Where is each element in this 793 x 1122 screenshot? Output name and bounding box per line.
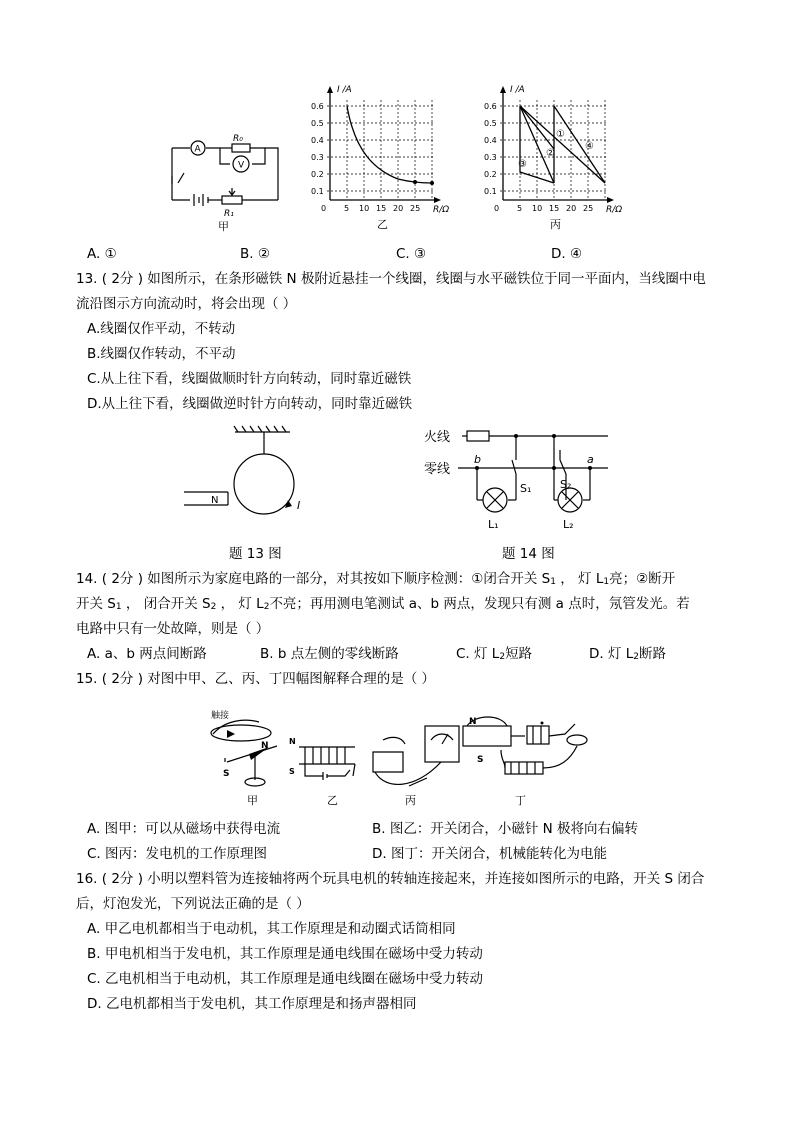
fig-yi-label: 乙	[377, 218, 388, 231]
fig-jia-label: 甲	[218, 220, 229, 233]
neutral-wire-label: 零线	[424, 462, 451, 477]
q16-stem-line1: 16. ( 2分 ) 小明以塑料管为连接轴将两个玩具电机的转轴连接起来，并连接如图所示的电路，开关 S 闭合	[76, 871, 705, 887]
curve-label: ③	[518, 159, 527, 170]
x-tick: 10	[532, 204, 543, 213]
q13-option-a[interactable]: A.线圈仅作平动，不转动	[87, 321, 236, 337]
q14-option-d[interactable]: D. 灯 L2断路	[589, 646, 667, 662]
point-a-label: a	[587, 453, 594, 466]
q15-stem: 15. ( 2分 ) 对图中甲、乙、丙、丁四幅图解释合理的是（ ）	[76, 671, 436, 687]
q13-stem-line2: 流沿图示方向流动时，将会出现（ ）	[76, 296, 297, 312]
q13-option-d[interactable]: D.从上往下看，线圈做逆时针方向转动，同时靠近磁铁	[87, 396, 413, 412]
curve-label: ④	[585, 141, 594, 152]
y-tick: 0.5	[311, 119, 324, 128]
live-wire-label: 火线	[424, 430, 451, 445]
q16-option-c[interactable]: C. 乙电机相当于电动机，其工作原理是通电线圈在磁场中受力转动	[87, 971, 484, 987]
x-tick: 20	[566, 204, 577, 213]
q16-option-d[interactable]: D. 乙电机都相当于发电机，其工作原理是和扬声器相同	[87, 996, 417, 1012]
axis-x-label: R/Ω	[433, 205, 450, 215]
q13-option-c[interactable]: C.从上往下看，线圈做顺时针方向转动，同时靠近磁铁	[87, 371, 412, 387]
q14-stem-line1: 14. ( 2分 ) 如图所示为家庭电路的一部分，对其按如下顺序检测：①闭合开关 S1 ， 灯 L1亮；②断开	[76, 571, 676, 587]
q15-option-b[interactable]: B. 图乙：开关闭合，小磁针 N 极将向右偏转	[372, 821, 639, 837]
x-tick: 25	[410, 204, 421, 213]
l2-label: L₂	[563, 518, 574, 531]
x-tick: 15	[549, 204, 560, 213]
q14-stem-line3: 电路中只有一处故障，则是（ ）	[76, 621, 270, 637]
svg-text:S: S	[289, 767, 295, 776]
x-tick: 0	[494, 204, 500, 213]
y-tick: 0.2	[311, 170, 324, 179]
svg-text:S: S	[477, 755, 484, 765]
graph-bing	[478, 82, 638, 232]
current-label: I	[297, 499, 301, 512]
y-tick: 0.2	[484, 170, 497, 179]
touch-label: 触接	[211, 711, 230, 721]
q12-option-d[interactable]: D. ④	[551, 246, 583, 262]
svg-text:N: N	[469, 717, 477, 727]
s1-label: S₁	[520, 482, 532, 495]
q14-stem-line2: 开关 S1 ， 闭合开关 S2 ， 灯 L2不亮；再用测电笔测试 a、b 两点，发现只有测 a 点时，氖管发光。若	[76, 596, 690, 612]
x-tick: 25	[583, 204, 594, 213]
x-tick: 5	[517, 204, 523, 213]
l1-label: L₁	[488, 518, 499, 531]
q14-option-a[interactable]: A. a、b 两点间断路	[87, 646, 207, 662]
q16-stem-line2: 后，灯泡发光，下列说法正确的是（ ）	[76, 896, 310, 912]
fig-label-yi: 乙	[327, 794, 338, 807]
curve-label: ②	[546, 148, 555, 159]
svg-text:N: N	[261, 741, 269, 751]
q12-option-b[interactable]: B. ②	[240, 246, 270, 262]
fig-bing-label: 丙	[550, 218, 561, 231]
y-tick: 0.6	[311, 102, 324, 111]
q12-option-c[interactable]: C. ③	[396, 246, 427, 262]
svg-text:S: S	[223, 769, 230, 779]
x-tick: 5	[344, 204, 350, 213]
r0-label: R₀	[233, 134, 243, 144]
four-experiment-diagrams	[205, 700, 600, 810]
s2-label: S₂	[560, 478, 572, 491]
voltmeter-label: V	[238, 160, 245, 171]
fig-label-bing: 丙	[405, 794, 416, 807]
axis-x-label: R/Ω	[606, 205, 623, 215]
q12-option-a[interactable]: A. ①	[87, 246, 117, 262]
q13-option-b[interactable]: B.线圈仅作转动，不平动	[87, 346, 236, 362]
x-tick: 0	[321, 204, 327, 213]
fig-label-ding: 丁	[515, 794, 526, 807]
q14-option-c[interactable]: C. 灯 L2短路	[456, 646, 533, 662]
curve-label: ①	[556, 129, 565, 140]
magnet-n-label: N	[211, 495, 219, 506]
q16-option-b[interactable]: B. 甲电机相当于发电机，其工作原理是通电线围在磁场中受力转动	[87, 946, 483, 962]
q13-stem-line1: 13. ( 2分 ) 如图所示，在条形磁铁 N 极附近悬挂一个线圈，线圈与水平磁铁位于同一平面内，当线圈中电	[76, 271, 706, 287]
y-tick: 0.1	[484, 187, 497, 196]
y-tick: 0.3	[311, 153, 324, 162]
graph-yi	[305, 82, 465, 232]
coil-magnet-diagram	[180, 424, 315, 524]
axis-y-label: I /A	[337, 85, 352, 95]
svg-text:N: N	[289, 737, 296, 746]
y-tick: 0.5	[484, 119, 497, 128]
axis-y-label: I /A	[510, 85, 525, 95]
y-tick: 0.6	[484, 102, 497, 111]
y-tick: 0.4	[484, 136, 497, 145]
x-tick: 10	[359, 204, 370, 213]
q14-option-b[interactable]: B. b 点左侧的零线断路	[260, 646, 399, 662]
point-b-label: b	[474, 453, 481, 466]
fig-label-jia: 甲	[247, 794, 258, 807]
y-tick: 0.4	[311, 136, 324, 145]
ammeter-label: A	[194, 144, 201, 155]
q15-option-c[interactable]: C. 图丙：发电机的工作原理图	[87, 846, 268, 862]
circuit-diagram-jia	[160, 128, 290, 233]
x-tick: 20	[393, 204, 404, 213]
y-tick: 0.3	[484, 153, 497, 162]
y-tick: 0.1	[311, 187, 324, 196]
q15-option-d[interactable]: D. 图丁：开关闭合，机械能转化为电能	[372, 846, 607, 862]
household-circuit-diagram	[420, 420, 615, 540]
x-tick: 15	[376, 204, 387, 213]
q14-caption: 题 14 图	[502, 546, 555, 562]
q13-caption: 题 13 图	[229, 546, 282, 562]
q16-option-a[interactable]: A. 甲乙电机都相当于电动机，其工作原理是和动圈式话筒相同	[87, 921, 456, 937]
q15-option-a[interactable]: A. 图甲：可以从磁场中获得电流	[87, 821, 281, 837]
r1-label: R₁	[224, 209, 234, 219]
